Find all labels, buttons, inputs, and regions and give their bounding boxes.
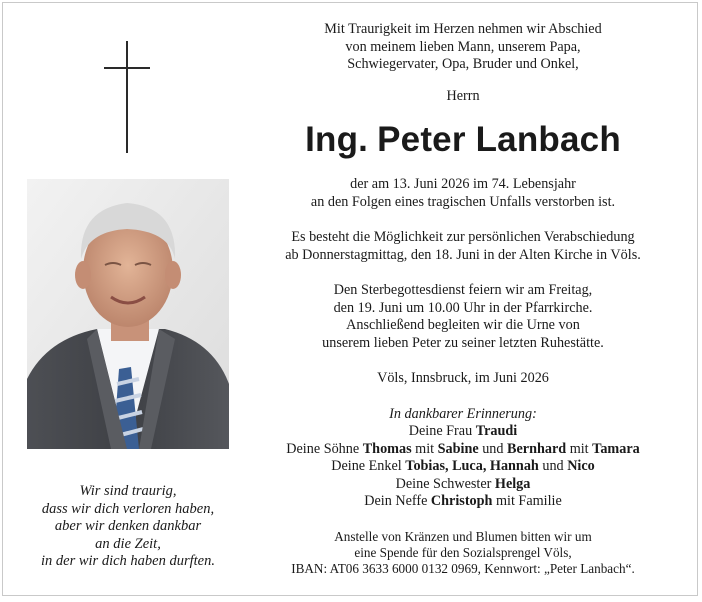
place-date: Völs, Innsbruck, im Juni 2026 [377, 370, 549, 386]
poem-line: in der wir dich haben durften. [41, 553, 215, 570]
intro-line: von meinem lieben Mann, unserem Papa, [345, 38, 581, 55]
portrait-photo [27, 179, 229, 449]
family-nephew: Dein Neffe Christoph mit Familie [364, 493, 562, 509]
death-line: an den Folgen eines tragischen Unfalls verstorben ist. [310, 193, 616, 210]
deceased-name [253, 120, 673, 160]
farewell-line: ab Donnerstagmittag, den 18. Juni in der Alten Kirche in Völs. [285, 246, 641, 263]
service-line: den 19. Juni um 10.00 Uhr in der Pfarrkirche. [333, 299, 593, 316]
service-line: Anschließend begleiten wir die Urne von [346, 317, 580, 333]
intro-line: Mit Traurigkeit im Herzen nehmen wir Abschied [324, 21, 602, 37]
deceased-fullname: Peter Lanbach [377, 120, 621, 159]
deceased-title: Ing. [305, 120, 369, 159]
intro-line: Schwiegervater, Opa, Bruder und Onkel, [347, 56, 579, 72]
donation-line: eine Spende für den Sozialsprengel Völs, [354, 544, 572, 560]
donation-iban: IBAN: AT06 3633 6000 0132 0969, Kennwort: „Peter Lanbach“. [291, 561, 635, 577]
obituary-card [2, 2, 698, 596]
poem-line: dass wir dich verloren haben, [41, 500, 215, 517]
cross-icon [104, 41, 150, 153]
salutation: Herrn [446, 87, 480, 104]
farewell-line: Es besteht die Möglichkeit zur persönlichen Verabschiedung [291, 229, 635, 245]
poem-line: aber wir denken dankbar [54, 518, 202, 535]
family-heading: In dankbarer Erinnerung: [389, 405, 537, 422]
service-line: Den Sterbegottesdienst feiern wir am Freitag, [333, 282, 593, 298]
service-line: unserem lieben Peter zu seiner letzten Ruhestätte. [322, 334, 604, 351]
donation-line: Anstelle von Kränzen und Blumen bitten wir um [334, 528, 592, 544]
family-sister: Deine Schwester Helga [395, 475, 531, 492]
family-grandchildren: Deine Enkel Tobias, Luca, Hannah und Nico [331, 458, 595, 474]
obituary-text [253, 21, 673, 578]
poem-line: Wir sind traurig, [79, 483, 177, 499]
family-sons: Deine Söhne Thomas mit Sabine und Bernhard mit Tamara [286, 440, 640, 457]
death-line: der am 13. Juni 2026 im 74. Lebensjahr [350, 176, 576, 192]
poem [17, 483, 239, 571]
poem-line: an die Zeit, [95, 535, 161, 552]
family-wife: Deine Frau Traudi [408, 423, 518, 439]
